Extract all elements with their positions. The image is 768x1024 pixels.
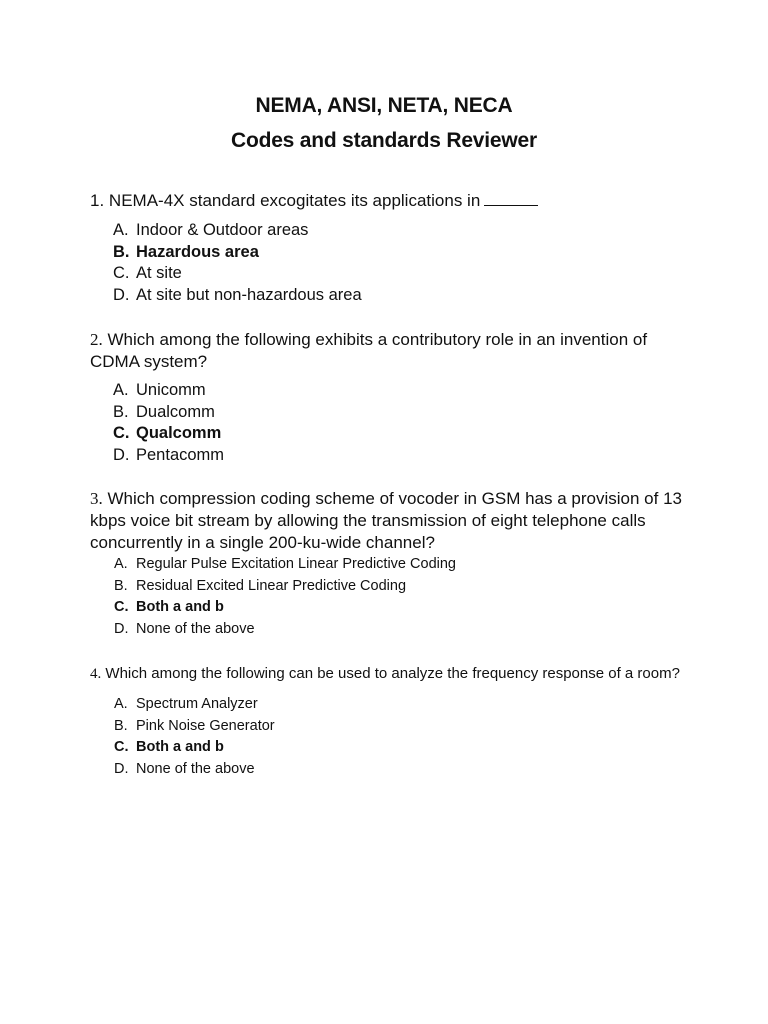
option-b (90, 402, 690, 424)
question-4 (90, 664, 690, 781)
question-1 (90, 190, 690, 307)
question-number: 3. (90, 489, 103, 508)
option-letter: A. (114, 696, 128, 712)
option-letter: D. (114, 761, 129, 778)
answer-blank (484, 193, 538, 206)
option-letter: D. (114, 621, 129, 638)
question-body: Which compression coding scheme of vocoder in GSM has a provision of 13 kbps voice bit stream by allowing the transmission of eight telephone calls concurrently in a single 200-ku-wide channel? (90, 489, 682, 552)
question-body: NEMA-4X standard excogitates its applications in (108, 191, 481, 210)
option-text: Dualcomm (136, 402, 215, 421)
document-subtitle: Codes and standards Reviewer (230, 129, 537, 152)
question-text (90, 190, 690, 212)
question-text (90, 329, 690, 373)
option-text: Qualcomm (136, 424, 222, 443)
option-letter: A. (114, 556, 128, 572)
option-text: Both a and b (136, 739, 224, 756)
option-b (90, 716, 690, 738)
question-body: Which among the following exhibits a contributory role in an invention of CDMA system? (90, 330, 648, 371)
option-a (90, 554, 690, 576)
option-letter: B. (113, 242, 130, 261)
question-text (90, 664, 690, 684)
option-b (90, 242, 690, 264)
question-3 (90, 488, 690, 641)
option-a (90, 220, 690, 242)
option-text: Residual Excited Linear Predictive Coding (136, 577, 407, 594)
option-d (90, 285, 690, 307)
option-list (90, 694, 690, 781)
question-text (90, 488, 690, 554)
option-list (90, 380, 690, 467)
option-letter: A. (113, 381, 129, 399)
option-text: Pink Noise Generator (136, 717, 275, 734)
option-c (90, 423, 690, 445)
option-letter: B. (113, 402, 129, 421)
option-list (90, 554, 690, 641)
option-text: Hazardous area (136, 242, 259, 261)
question-body: Which among the following can be used to analyze the frequency response of a room? (105, 665, 680, 682)
option-d (90, 759, 690, 781)
option-d (90, 445, 690, 467)
option-text: At site (136, 264, 182, 283)
option-text: Both a and b (136, 599, 224, 616)
option-letter: C. (114, 739, 129, 756)
option-text: Indoor & Outdoor areas (136, 221, 309, 239)
option-list (90, 220, 690, 307)
question-number: 1. (90, 191, 105, 210)
option-letter: D. (113, 446, 130, 465)
option-c (90, 263, 690, 285)
option-text: Unicomm (136, 381, 206, 399)
document-title: NEMA, ANSI, NETA, NECA (255, 94, 513, 117)
option-letter: C. (114, 599, 129, 616)
option-a (90, 694, 690, 716)
option-a (90, 380, 690, 402)
option-letter: B. (114, 577, 128, 594)
option-c (90, 737, 690, 759)
option-text: At site but non-hazardous area (136, 286, 362, 305)
option-text: None of the above (136, 761, 255, 778)
question-number: 2. (90, 330, 103, 349)
option-b (90, 576, 690, 598)
option-letter: B. (114, 717, 128, 734)
option-text: Regular Pulse Excitation Linear Predictive Coding (136, 556, 456, 572)
option-c (90, 597, 690, 619)
option-letter: C. (113, 264, 130, 283)
option-letter: D. (113, 286, 130, 305)
option-d (90, 619, 690, 641)
option-letter: C. (113, 424, 130, 443)
option-letter: A. (113, 221, 129, 239)
option-text: Spectrum Analyzer (136, 696, 258, 712)
question-2 (90, 329, 690, 467)
option-text: Pentacomm (136, 446, 225, 465)
question-number: 4. (90, 666, 102, 682)
option-text: None of the above (136, 621, 255, 638)
